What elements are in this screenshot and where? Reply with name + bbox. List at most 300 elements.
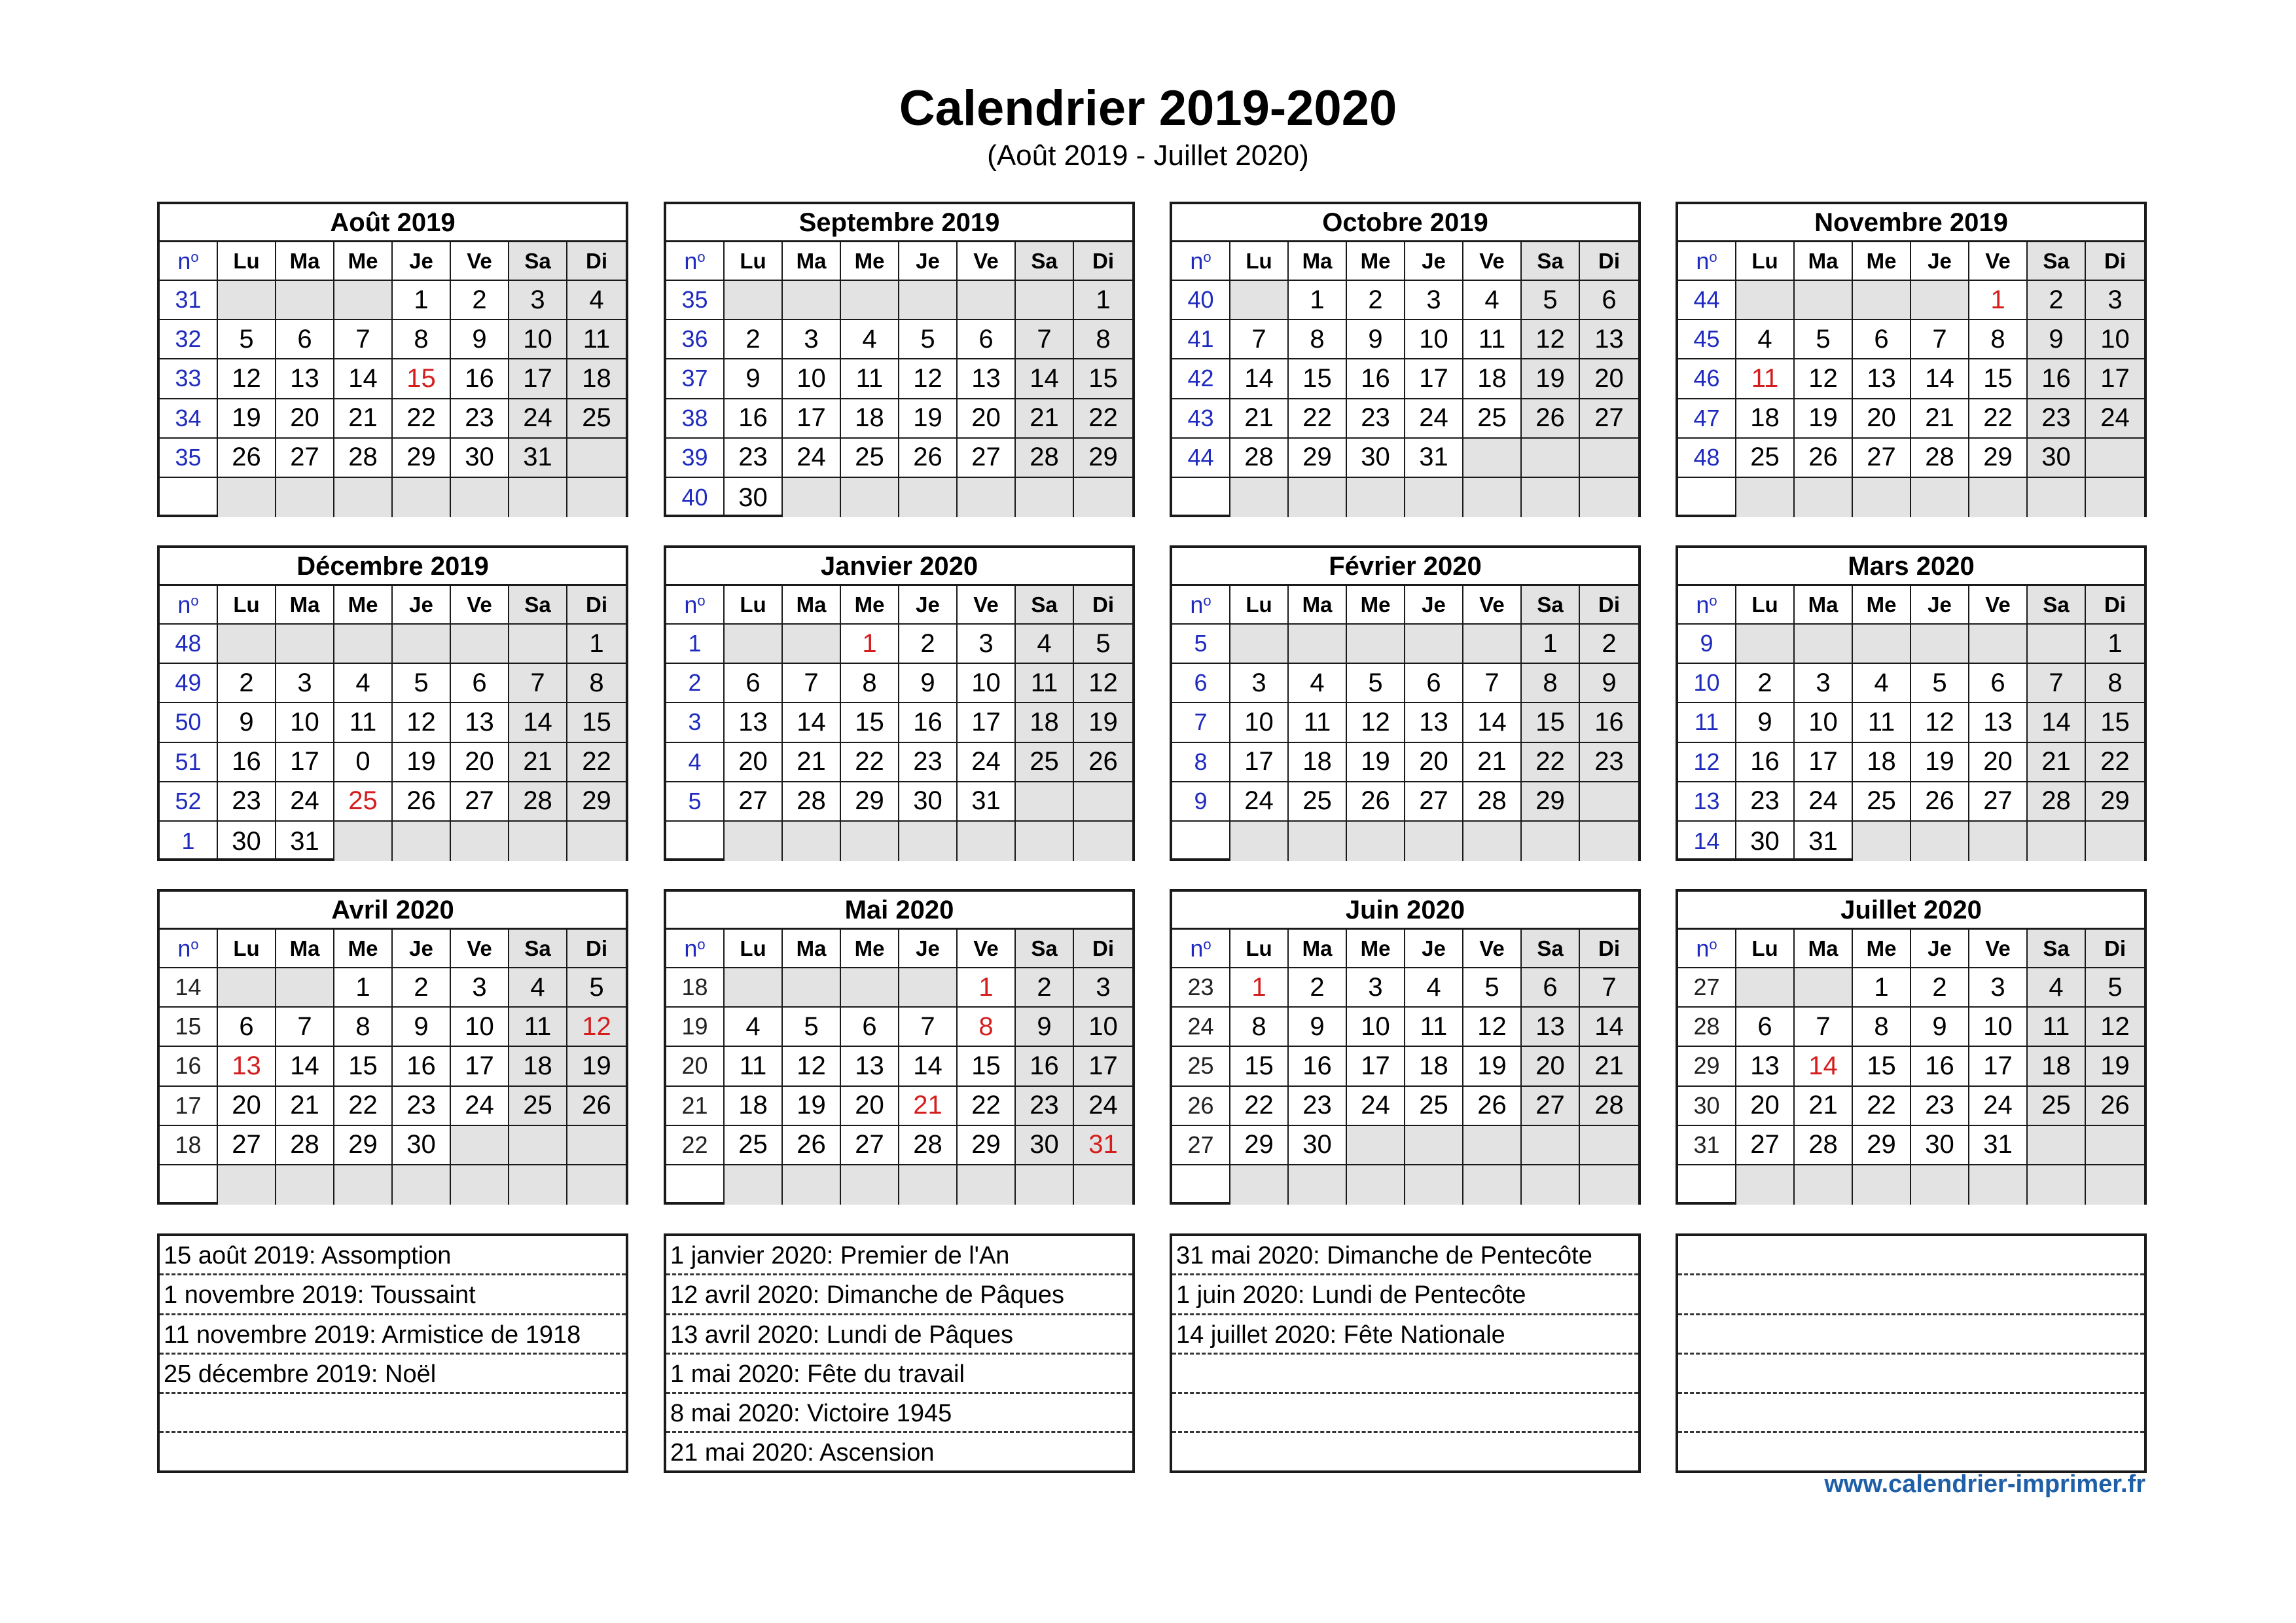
day-cell: 29 — [393, 439, 451, 478]
day-cell: 2 — [393, 968, 451, 1008]
week-number-superscript: o — [697, 248, 706, 265]
day-cell: 6 — [841, 1008, 899, 1047]
day-cell: 8 — [393, 320, 451, 359]
week-number: 47 — [1678, 399, 1736, 439]
week-number: 44 — [1172, 439, 1230, 478]
day-cell — [2028, 822, 2086, 861]
weekday-header: Ve — [958, 242, 1016, 281]
day-cell: 6 — [1405, 664, 1463, 703]
day-cell: 18 — [1736, 399, 1795, 439]
day-cell: 11 — [509, 1008, 567, 1047]
day-cell — [1795, 281, 1853, 320]
week-number: 51 — [160, 743, 218, 782]
day-cell — [451, 1126, 509, 1165]
day-cell: 30 — [451, 439, 509, 478]
day-cell — [1016, 478, 1074, 517]
day-cell: 15 — [567, 703, 626, 742]
week-number-label: n — [177, 934, 191, 962]
week-number: 9 — [1678, 625, 1736, 664]
day-cell: 13 — [1580, 320, 1638, 359]
day-cell: 24 — [1074, 1087, 1132, 1126]
holiday-entry: 11 novembre 2019: Armistice de 1918 — [160, 1315, 626, 1355]
day-cell — [334, 478, 393, 517]
day-cell: 22 — [393, 399, 451, 439]
weekday-header: Ve — [1463, 242, 1522, 281]
day-cell: 29 — [334, 1126, 393, 1165]
day-cell — [1016, 822, 1074, 861]
day-cell: 7 — [2028, 664, 2086, 703]
day-cell: 20 — [725, 743, 783, 782]
week-number: 11 — [1678, 703, 1736, 742]
day-cell: 21 — [1580, 1047, 1638, 1086]
day-cell: 1 — [2086, 625, 2144, 664]
day-cell: 19 — [1911, 743, 1969, 782]
day-cell: 14 — [783, 703, 841, 742]
day-cell — [899, 281, 958, 320]
weekday-header: Ve — [1463, 586, 1522, 625]
day-cell: 3 — [276, 664, 334, 703]
day-cell: 21 — [1911, 399, 1969, 439]
day-cell: 5 — [1463, 968, 1522, 1008]
day-cell — [1795, 625, 1853, 664]
day-cell — [276, 281, 334, 320]
day-cell — [1347, 1126, 1405, 1165]
week-number-label: n — [1696, 934, 1710, 962]
day-cell: 3 — [2086, 281, 2144, 320]
day-cell: 25 — [1736, 439, 1795, 478]
month-days-grid — [160, 930, 626, 1205]
week-number-superscript: o — [1203, 592, 1211, 609]
day-cell: 20 — [1405, 743, 1463, 782]
day-cell: 25 — [1463, 399, 1522, 439]
day-cell: 23 — [1736, 782, 1795, 822]
day-cell: 10 — [276, 703, 334, 742]
day-cell — [1911, 281, 1969, 320]
day-cell: 13 — [1522, 1008, 1580, 1047]
week-number-superscript: o — [697, 592, 706, 609]
week-number: 52 — [160, 782, 218, 822]
day-cell: 19 — [1347, 743, 1405, 782]
day-cell: 16 — [1911, 1047, 1969, 1086]
week-number-label: n — [1696, 247, 1710, 274]
day-cell — [725, 822, 783, 861]
month-days-grid — [1678, 586, 2144, 861]
week-number: 49 — [160, 664, 218, 703]
day-cell — [1580, 1165, 1638, 1205]
day-cell: 13 — [841, 1047, 899, 1086]
weekday-header: Me — [1347, 242, 1405, 281]
day-cell: 18 — [1405, 1047, 1463, 1086]
day-cell: 7 — [276, 1008, 334, 1047]
holiday-entry: 12 avril 2020: Dimanche de Pâques — [666, 1275, 1132, 1315]
day-cell — [334, 1165, 393, 1205]
month-calendar — [157, 889, 628, 1205]
weekday-header: Sa — [1522, 242, 1580, 281]
day-cell: 16 — [1289, 1047, 1347, 1086]
day-cell — [1405, 1126, 1463, 1165]
week-number: 40 — [1172, 281, 1230, 320]
day-cell: 24 — [451, 1087, 509, 1126]
day-cell: 11 — [1016, 664, 1074, 703]
day-cell: 28 — [509, 782, 567, 822]
day-cell: 29 — [1969, 439, 2028, 478]
weekday-header: Di — [1074, 242, 1132, 281]
day-cell: 27 — [1853, 439, 1911, 478]
week-number — [666, 1165, 725, 1205]
day-cell: 27 — [1580, 399, 1638, 439]
day-cell: 9 — [1347, 320, 1405, 359]
weekday-header: Ma — [1795, 930, 1853, 968]
day-cell — [783, 822, 841, 861]
week-number: 20 — [666, 1047, 725, 1086]
day-cell: 14 — [1911, 359, 1969, 399]
week-number-header — [666, 586, 725, 625]
day-cell: 22 — [1522, 743, 1580, 782]
day-cell: 4 — [1463, 281, 1522, 320]
day-cell: 21 — [1230, 399, 1289, 439]
week-number: 44 — [1678, 281, 1736, 320]
day-cell: 1 — [334, 968, 393, 1008]
day-cell: 31 — [958, 782, 1016, 822]
day-cell: 8 — [1853, 1008, 1911, 1047]
week-number-superscript: o — [190, 936, 199, 953]
day-cell: 15 — [1522, 703, 1580, 742]
day-cell — [1522, 1165, 1580, 1205]
week-number: 15 — [160, 1008, 218, 1047]
holiday-entry: 8 mai 2020: Victoire 1945 — [666, 1394, 1132, 1433]
weekday-header: Di — [567, 930, 626, 968]
weekday-header: Lu — [1230, 242, 1289, 281]
weekday-header: Sa — [1016, 242, 1074, 281]
day-cell: 21 — [2028, 743, 2086, 782]
month-calendar — [1676, 545, 2147, 861]
day-cell — [334, 822, 393, 861]
weekday-header: Lu — [725, 242, 783, 281]
day-cell: 3 — [958, 625, 1016, 664]
day-cell: 8 — [567, 664, 626, 703]
day-cell: 15 — [841, 703, 899, 742]
weekday-header: Je — [899, 586, 958, 625]
day-cell: 11 — [2028, 1008, 2086, 1047]
day-cell: 22 — [1230, 1087, 1289, 1126]
day-cell: 27 — [218, 1126, 276, 1165]
day-cell: 4 — [509, 968, 567, 1008]
day-cell: 9 — [1580, 664, 1638, 703]
week-number: 24 — [1172, 1008, 1230, 1047]
month-title: Août 2019 — [160, 204, 626, 242]
weekday-header: Ma — [276, 586, 334, 625]
day-cell: 28 — [2028, 782, 2086, 822]
week-number-superscript: o — [1709, 592, 1717, 609]
day-cell: 31 — [276, 822, 334, 861]
day-cell: 31 — [509, 439, 567, 478]
day-cell: 31 — [1405, 439, 1463, 478]
day-cell — [1969, 1165, 2028, 1205]
day-cell: 19 — [393, 743, 451, 782]
day-cell: 3 — [783, 320, 841, 359]
week-number: 33 — [160, 359, 218, 399]
day-cell: 2 — [1347, 281, 1405, 320]
day-cell — [783, 625, 841, 664]
day-cell: 14 — [1230, 359, 1289, 399]
day-cell: 7 — [509, 664, 567, 703]
week-number — [1172, 478, 1230, 517]
day-cell: 18 — [1016, 703, 1074, 742]
weekday-header: Je — [1405, 586, 1463, 625]
day-cell — [509, 1126, 567, 1165]
day-cell: 19 — [1463, 1047, 1522, 1086]
week-number: 28 — [1678, 1008, 1736, 1047]
day-cell — [1230, 1165, 1289, 1205]
day-cell: 8 — [1074, 320, 1132, 359]
week-number: 35 — [160, 439, 218, 478]
day-cell: 16 — [899, 703, 958, 742]
day-cell — [1736, 478, 1795, 517]
week-number: 17 — [160, 1087, 218, 1126]
day-cell: 30 — [1911, 1126, 1969, 1165]
week-number-superscript: o — [190, 248, 199, 265]
week-number-superscript: o — [1709, 248, 1717, 265]
day-cell — [1230, 625, 1289, 664]
weekday-header: Ma — [276, 242, 334, 281]
day-cell — [1911, 1165, 1969, 1205]
day-cell — [1074, 822, 1132, 861]
day-cell: 14 — [334, 359, 393, 399]
day-cell: 24 — [509, 399, 567, 439]
month-calendar — [1676, 889, 2147, 1205]
day-cell: 17 — [509, 359, 567, 399]
day-cell — [1853, 478, 1911, 517]
weekday-header: Me — [841, 242, 899, 281]
day-cell: 20 — [1580, 359, 1638, 399]
day-cell — [567, 439, 626, 478]
day-cell: 13 — [725, 703, 783, 742]
week-number: 10 — [1678, 664, 1736, 703]
day-cell: 1 — [1522, 625, 1580, 664]
day-cell: 12 — [1911, 703, 1969, 742]
day-cell: 5 — [567, 968, 626, 1008]
week-number-label: n — [177, 591, 191, 618]
day-cell: 15 — [1853, 1047, 1911, 1086]
day-cell: 3 — [1347, 968, 1405, 1008]
day-cell: 14 — [1016, 359, 1074, 399]
day-cell — [1853, 625, 1911, 664]
week-number-header — [160, 586, 218, 625]
day-cell: 30 — [2028, 439, 2086, 478]
day-cell — [783, 281, 841, 320]
day-cell: 25 — [334, 782, 393, 822]
weekday-header: Je — [899, 242, 958, 281]
holiday-entry: 25 décembre 2019: Noël — [160, 1355, 626, 1394]
day-cell: 27 — [451, 782, 509, 822]
day-cell: 29 — [958, 1126, 1016, 1165]
day-cell: 30 — [393, 1126, 451, 1165]
day-cell: 21 — [276, 1087, 334, 1126]
day-cell: 5 — [1074, 625, 1132, 664]
day-cell: 23 — [1016, 1087, 1074, 1126]
day-cell: 31 — [1074, 1126, 1132, 1165]
day-cell — [1580, 439, 1638, 478]
month-title: Avril 2020 — [160, 892, 626, 930]
day-cell: 20 — [218, 1087, 276, 1126]
day-cell — [276, 968, 334, 1008]
week-number: 41 — [1172, 320, 1230, 359]
day-cell: 3 — [509, 281, 567, 320]
weekday-header: Ve — [1969, 586, 2028, 625]
week-number: 38 — [666, 399, 725, 439]
day-cell: 19 — [567, 1047, 626, 1086]
day-cell — [1230, 281, 1289, 320]
day-cell — [1463, 822, 1522, 861]
day-cell: 17 — [1405, 359, 1463, 399]
day-cell — [218, 968, 276, 1008]
day-cell: 26 — [1463, 1087, 1522, 1126]
day-cell: 15 — [393, 359, 451, 399]
day-cell — [1289, 1165, 1347, 1205]
week-number-header — [1678, 242, 1736, 281]
week-number: 42 — [1172, 359, 1230, 399]
weekday-header: Sa — [2028, 930, 2086, 968]
day-cell: 20 — [1853, 399, 1911, 439]
day-cell: 28 — [276, 1126, 334, 1165]
day-cell: 24 — [276, 782, 334, 822]
day-cell: 10 — [783, 359, 841, 399]
day-cell — [393, 625, 451, 664]
day-cell: 6 — [218, 1008, 276, 1047]
day-cell — [2028, 1126, 2086, 1165]
day-cell: 26 — [218, 439, 276, 478]
day-cell: 6 — [451, 664, 509, 703]
weekday-header: Di — [2086, 930, 2144, 968]
weekday-header: Ma — [1795, 586, 1853, 625]
day-cell: 15 — [2086, 703, 2144, 742]
day-cell — [1230, 478, 1289, 517]
day-cell: 10 — [1795, 703, 1853, 742]
weekday-header: Me — [1853, 586, 1911, 625]
day-cell: 23 — [899, 743, 958, 782]
day-cell: 22 — [2086, 743, 2144, 782]
day-cell: 20 — [958, 399, 1016, 439]
weekday-header: Di — [2086, 586, 2144, 625]
day-cell: 5 — [2086, 968, 2144, 1008]
weekday-header: Di — [567, 242, 626, 281]
day-cell: 30 — [1289, 1126, 1347, 1165]
weekday-header: Sa — [509, 242, 567, 281]
day-cell — [1405, 1165, 1463, 1205]
holiday-entry: 15 août 2019: Assomption — [160, 1236, 626, 1275]
day-cell: 25 — [1853, 782, 1911, 822]
day-cell: 29 — [1853, 1126, 1911, 1165]
holiday-entry: 1 janvier 2020: Premier de l'An — [666, 1236, 1132, 1275]
weekday-header: Sa — [1522, 586, 1580, 625]
day-cell: 12 — [1463, 1008, 1522, 1047]
day-cell: 21 — [1463, 743, 1522, 782]
day-cell: 20 — [276, 399, 334, 439]
week-number-superscript: o — [1203, 936, 1211, 953]
weekday-header: Je — [1405, 930, 1463, 968]
day-cell: 21 — [1795, 1087, 1853, 1126]
day-cell: 5 — [1911, 664, 1969, 703]
day-cell: 11 — [567, 320, 626, 359]
day-cell: 16 — [725, 399, 783, 439]
day-cell: 1 — [841, 625, 899, 664]
week-number-header — [666, 930, 725, 968]
day-cell: 13 — [451, 703, 509, 742]
week-number-label: n — [1696, 591, 1710, 618]
day-cell: 6 — [1969, 664, 2028, 703]
day-cell: 27 — [841, 1126, 899, 1165]
day-cell: 22 — [1969, 399, 2028, 439]
holiday-list-box — [1170, 1233, 1641, 1473]
week-number: 6 — [1172, 664, 1230, 703]
day-cell: 7 — [783, 664, 841, 703]
day-cell — [1795, 968, 1853, 1008]
day-cell: 29 — [2086, 782, 2144, 822]
day-cell — [567, 1126, 626, 1165]
week-number: 18 — [666, 968, 725, 1008]
day-cell: 22 — [334, 1087, 393, 1126]
day-cell: 13 — [1969, 703, 2028, 742]
day-cell: 3 — [1405, 281, 1463, 320]
weekday-header: Ma — [783, 930, 841, 968]
day-cell: 19 — [899, 399, 958, 439]
weekday-header: Ve — [1463, 930, 1522, 968]
day-cell — [1463, 1126, 1522, 1165]
day-cell: 13 — [218, 1047, 276, 1086]
website-link[interactable]: www.calendrier-imprimer.fr — [1824, 1470, 2145, 1498]
day-cell: 9 — [2028, 320, 2086, 359]
day-cell: 30 — [899, 782, 958, 822]
weekday-header: Je — [899, 930, 958, 968]
day-cell — [1230, 822, 1289, 861]
day-cell: 5 — [1522, 281, 1580, 320]
day-cell: 26 — [393, 782, 451, 822]
day-cell: 17 — [451, 1047, 509, 1086]
weekday-header: Ma — [276, 930, 334, 968]
day-cell: 28 — [1911, 439, 1969, 478]
day-cell: 21 — [783, 743, 841, 782]
day-cell — [1522, 822, 1580, 861]
weekday-header: Di — [567, 586, 626, 625]
page-subtitle: (Août 2019 - Juillet 2020) — [987, 139, 1309, 172]
day-cell: 23 — [725, 439, 783, 478]
day-cell: 27 — [1969, 782, 2028, 822]
week-number: 25 — [1172, 1047, 1230, 1086]
day-cell: 28 — [1016, 439, 1074, 478]
holiday-list-box — [1676, 1233, 2147, 1473]
day-cell — [276, 478, 334, 517]
day-cell: 11 — [1463, 320, 1522, 359]
day-cell: 2 — [2028, 281, 2086, 320]
day-cell: 9 — [725, 359, 783, 399]
day-cell — [1463, 439, 1522, 478]
day-cell: 27 — [1522, 1087, 1580, 1126]
week-number: 3 — [666, 703, 725, 742]
day-cell: 30 — [725, 478, 783, 517]
weekday-header: Me — [1347, 930, 1405, 968]
day-cell — [1853, 281, 1911, 320]
day-cell: 24 — [1795, 782, 1853, 822]
month-title: Octobre 2019 — [1172, 204, 1638, 242]
day-cell: 16 — [1347, 359, 1405, 399]
day-cell: 22 — [1853, 1087, 1911, 1126]
day-cell: 13 — [276, 359, 334, 399]
day-cell: 22 — [1074, 399, 1132, 439]
day-cell: 17 — [783, 399, 841, 439]
day-cell — [2086, 822, 2144, 861]
day-cell: 24 — [1969, 1087, 2028, 1126]
holiday-entry: 1 juin 2020: Lundi de Pentecôte — [1172, 1275, 1638, 1315]
